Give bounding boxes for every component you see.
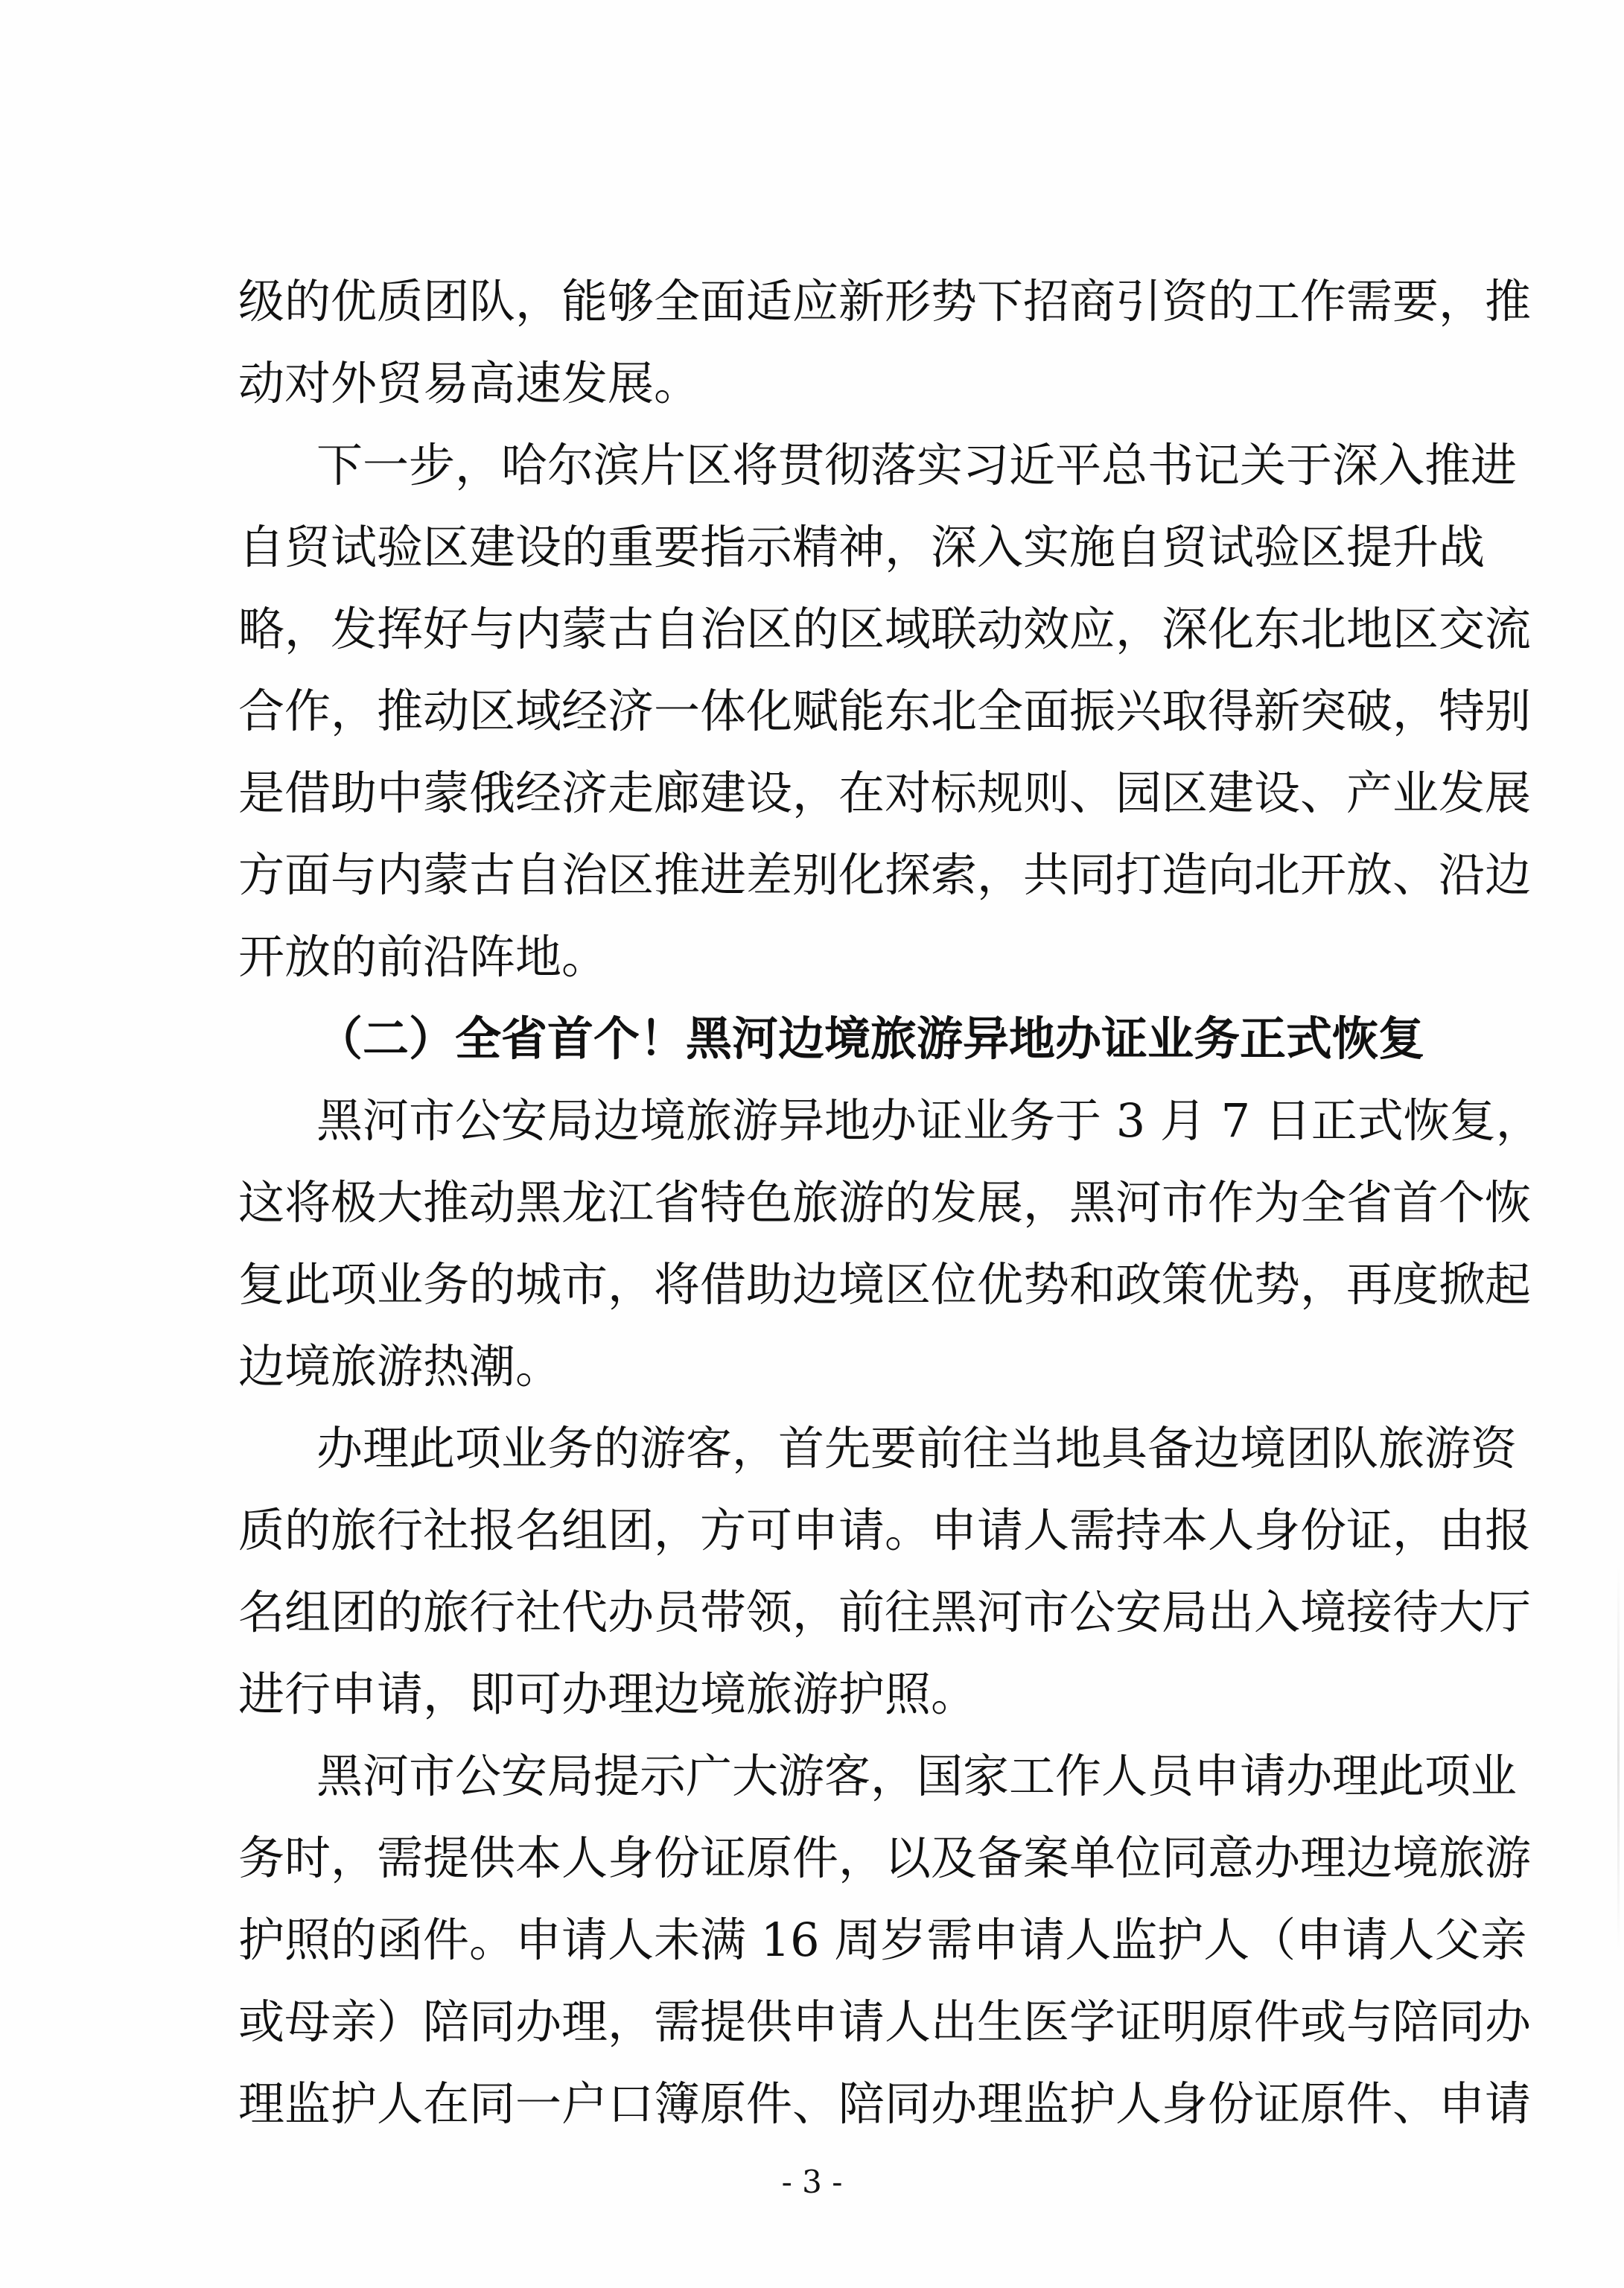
text-line-content: 边境旅游热潮。: [238, 1339, 562, 1394]
text-line: [0, 1653, 1624, 1735]
text-line: [0, 2063, 1624, 2145]
text-line: [0, 1080, 1624, 1162]
text-line: [0, 1981, 1624, 2063]
text-line: [0, 1490, 1624, 1572]
text-line: [0, 752, 1624, 834]
text-line-content: 黑河市公安局边境旅游异地办证业务于 3 月 7 日正式恢复，: [316, 1093, 1542, 1148]
text-line-content: 护照的函件。申请人未满 16 周岁需申请人监护人（申请人父亲: [238, 1913, 1527, 1967]
text-line: [0, 1817, 1624, 1899]
text-line-content: 合作，推动区域经济一体化赋能东北全面振兴取得新突破，特别: [238, 684, 1532, 738]
text-line: [0, 588, 1624, 670]
text-line: [0, 343, 1624, 425]
text-line-content: 是借助中蒙俄经济走廊建设，在对标规则、园区建设、产业发展: [238, 766, 1532, 820]
text-line-content: 复此项业务的城市，将借助边境区位优势和政策优势，再度掀起: [238, 1257, 1532, 1312]
text-line-content: 名组团的旅行社代办员带领，前往黑河市公安局出入境接待大厅: [238, 1585, 1532, 1639]
text-line-content: 进行申请，即可办理边境旅游护照。: [238, 1667, 978, 1721]
text-line: [0, 1408, 1624, 1490]
text-line-content: 略，发挥好与内蒙古自治区的区域联动效应，深化东北地区交流: [238, 602, 1532, 656]
text-line-content: 理监护人在同一户口簿原件、陪同办理监护人身份证原件、申请: [238, 2076, 1532, 2131]
text-line-content: 下一步，哈尔滨片区将贯彻落实习近平总书记关于深入推进: [316, 438, 1518, 492]
text-line: [0, 425, 1624, 506]
page-number: - 3 -: [781, 2164, 843, 2200]
text-line: [0, 670, 1624, 752]
section-heading-text: （二）全省首个！黑河边境旅游异地办证业务正式恢复: [316, 1011, 1425, 1066]
text-line: [0, 1244, 1624, 1326]
text-line-content: 开放的前沿阵地。: [238, 930, 608, 984]
text-line-content: 质的旅行社报名组团，方可申请。申请人需持本人身份证，由报: [238, 1503, 1532, 1557]
text-line: [0, 261, 1624, 343]
text-line: [0, 834, 1624, 916]
text-line-content: 或母亲）陪同办理，需提供申请人出生医学证明原件或与陪同办: [238, 1995, 1532, 2049]
text-line: [0, 1899, 1624, 1981]
scan-edge-mark: [1617, 1564, 1620, 1951]
text-line: [0, 1162, 1624, 1244]
text-line: [0, 1572, 1624, 1653]
text-line-content: 办理此项业务的游客，首先要前往当地具备边境团队旅游资: [316, 1421, 1518, 1475]
section-heading: [0, 998, 1624, 1080]
text-line-content: 这将极大推动黑龙江省特色旅游的发展，黑河市作为全省首个恢: [238, 1175, 1532, 1230]
text-line: [0, 506, 1624, 588]
text-line-content: 务时，需提供本人身份证原件，以及备案单位同意办理边境旅游: [238, 1831, 1532, 1885]
text-line-content: 级的优质团队，能够全面适应新形势下招商引资的工作需要，推: [238, 274, 1532, 328]
text-line-content: 动对外贸易高速发展。: [238, 356, 701, 410]
text-line: [0, 1735, 1624, 1817]
text-line-content: 方面与内蒙古自治区推进差别化探索，共同打造向北开放、沿边: [238, 848, 1532, 902]
text-line-content: 黑河市公安局提示广大游客，国家工作人员申请办理此项业: [316, 1749, 1518, 1803]
text-line: [0, 916, 1624, 998]
text-line: [0, 1326, 1624, 1408]
text-line-content: 自贸试验区建设的重要指示精神，深入实施自贸试验区提升战: [238, 520, 1486, 574]
